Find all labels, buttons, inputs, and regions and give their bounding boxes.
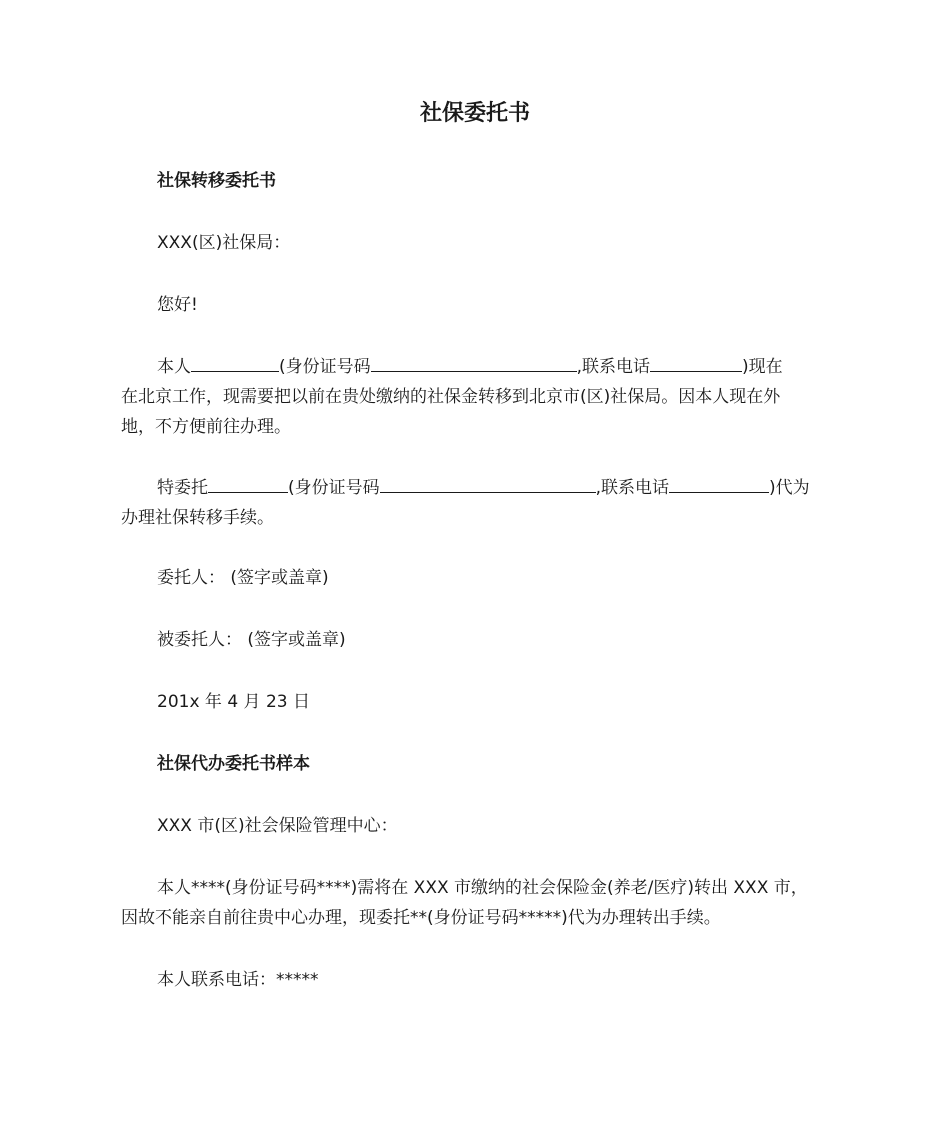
para2-text-c: ,联系电话 [595,478,670,498]
section1-para1-line2: 在北京工作，现需要把以前在贵处缴纳的社保金转移到北京市(区)社保局。因本人现在外 [121,387,781,407]
section1-para1-line1 [121,352,867,382]
phone-blank [650,353,742,372]
para1-text-d: )现在 [742,357,783,377]
section1-heading: 社保转移委托书 [157,171,276,191]
agent-name-blank [208,474,288,493]
agent-signature-line: 被委托人： (签字或盖章) [157,630,346,650]
section1-greeting: 您好! [157,295,198,315]
section2-heading: 社保代办委托书样本 [157,754,310,774]
para1-text-c: ,联系电话 [576,357,651,377]
section1-addressee: XXX(区)社保局： [157,233,291,253]
document-date: 201x 年 4 月 23 日 [157,692,310,712]
contact-phone-line: 本人联系电话：***** [157,970,319,990]
name-blank [191,353,279,372]
para1-text-b: (身份证号码 [279,357,371,377]
agent-phone-blank [669,474,769,493]
principal-signature-line: 委托人： (签字或盖章) [157,568,329,588]
id-number-blank [371,353,577,372]
para2-text-b: (身份证号码 [288,478,380,498]
section1-para1-line3: 地，不方便前往办理。 [121,417,291,437]
section1-para2-line2: 办理社保转移手续。 [121,508,274,528]
para2-text-d: )代为 [769,478,810,498]
para2-text-a: 特委托 [157,478,208,498]
document-title: 社保委托书 [419,101,530,126]
section1-para2-line1 [121,473,867,503]
section2-para1-line2: 因故不能亲自前往贵中心办理，现委托**(身份证号码*****)代为办理转出手续。 [121,908,721,928]
section2-addressee: XXX 市(区)社会保险管理中心： [157,816,398,836]
section2-para1-line1: 本人****(身份证号码****)需将在 XXX 市缴纳的社会保险金(养老/医疗)转出 XXX 市， [157,878,808,898]
agent-id-number-blank [380,474,596,493]
para1-text-a: 本人 [157,357,191,377]
